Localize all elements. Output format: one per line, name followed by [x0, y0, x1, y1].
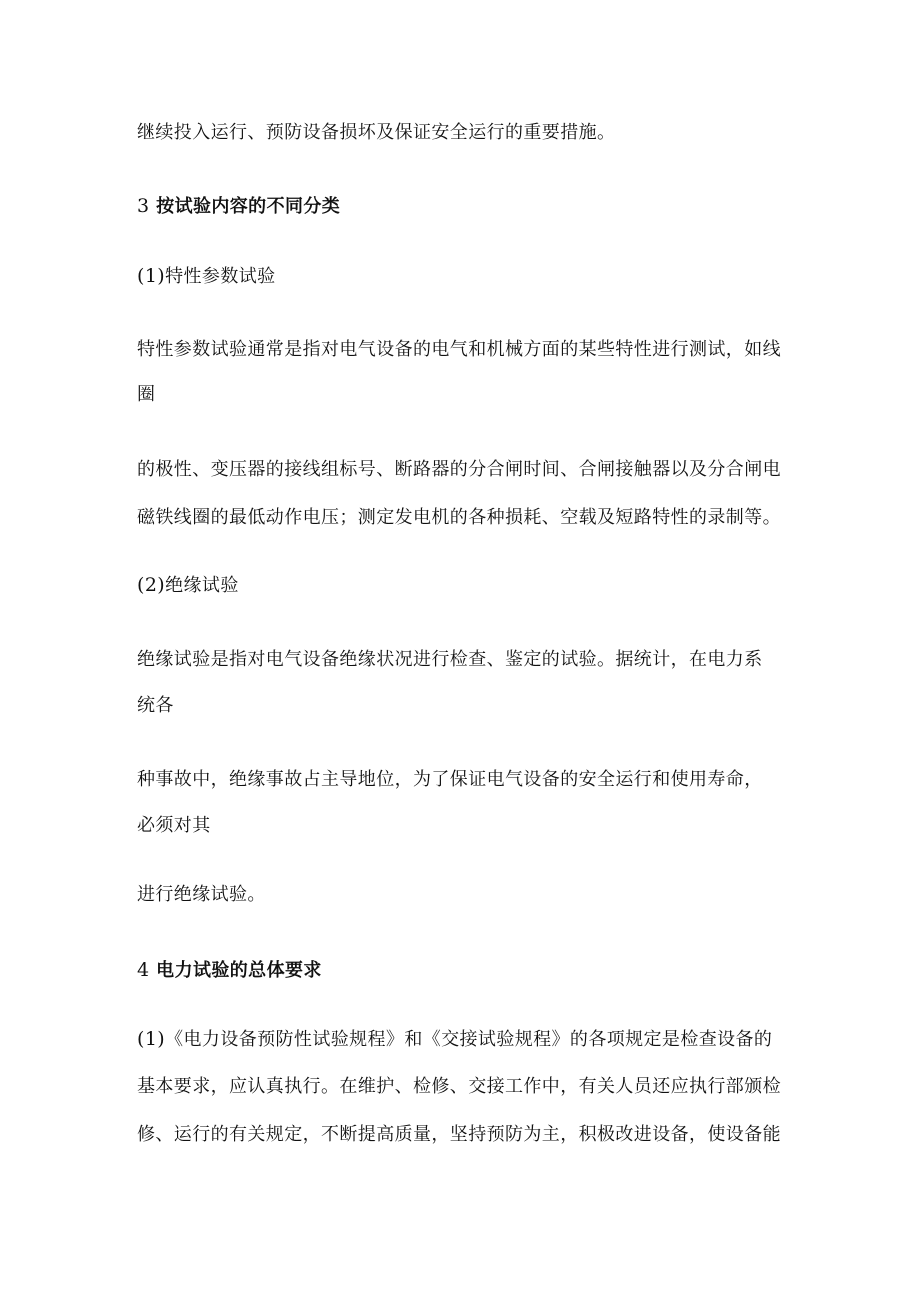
paragraph-line [137, 1075, 781, 1099]
line-text: 特性参数试验通常是指对电气设备的电气和机械方面的某些特性进行测试，如线 [137, 339, 781, 360]
paragraph-line [137, 694, 174, 718]
section-title: 电力试验的总体要求 [156, 960, 322, 981]
line-text: 继续投入运行、预防设备损坏及保证安全运行的重要措施。 [137, 122, 616, 143]
subsection-number: (1) [137, 265, 166, 287]
line-text: 圈 [137, 384, 156, 405]
subsection-title: 特性参数试验 [165, 266, 276, 287]
paragraph-line [137, 1027, 772, 1052]
line-text: 《电力设备预防性试验规程》和《交接试验规程》的各项规定是检查设备的 [165, 1029, 773, 1050]
paragraph-line [137, 458, 781, 482]
line-text: 修、运行的有关规定，不断提高质量，坚持预防为主，积极改进设备，使设备能 [137, 1124, 781, 1145]
paragraph-line [137, 814, 211, 838]
item-number: (1) [137, 1028, 166, 1050]
section-heading-3 [137, 194, 340, 219]
line-text: 磁铁线圈的最低动作电压；测定发电机的各种损耗、空载及短路特性的录制等。 [137, 507, 781, 528]
paragraph-line [137, 883, 266, 907]
line-text: 必须对其 [137, 815, 211, 836]
subsection-heading-1 [137, 264, 276, 289]
line-text: 进行绝缘试验。 [137, 884, 266, 905]
line-text: 统各 [137, 695, 174, 716]
paragraph-line [137, 121, 615, 145]
section-number: 3 [137, 195, 150, 217]
line-text: 的极性、变压器的接线组标号、断路器的分合闸时间、合闸接触器以及分合闸电 [137, 459, 781, 480]
section-heading-4 [137, 958, 322, 983]
line-text: 种事故中，绝缘事故占主导地位，为了保证电气设备的安全运行和使用寿命， [137, 769, 763, 790]
paragraph-line [137, 648, 763, 672]
paragraph-line [137, 768, 763, 792]
subsection-title: 绝缘试验 [165, 575, 239, 596]
line-text: 绝缘试验是指对电气设备绝缘状况进行检查、鉴定的试验。据统计，在电力系 [137, 649, 763, 670]
subsection-heading-2 [137, 573, 239, 598]
section-title: 按试验内容的不同分类 [156, 196, 341, 217]
subsection-number: (2) [137, 574, 166, 596]
section-number: 4 [137, 959, 150, 981]
paragraph-line [137, 506, 781, 530]
line-text: 基本要求，应认真执行。在维护、检修、交接工作中，有关人员还应执行部颁检 [137, 1076, 781, 1097]
paragraph-line [137, 1123, 781, 1147]
paragraph-line [137, 338, 781, 362]
paragraph-line [137, 383, 155, 407]
